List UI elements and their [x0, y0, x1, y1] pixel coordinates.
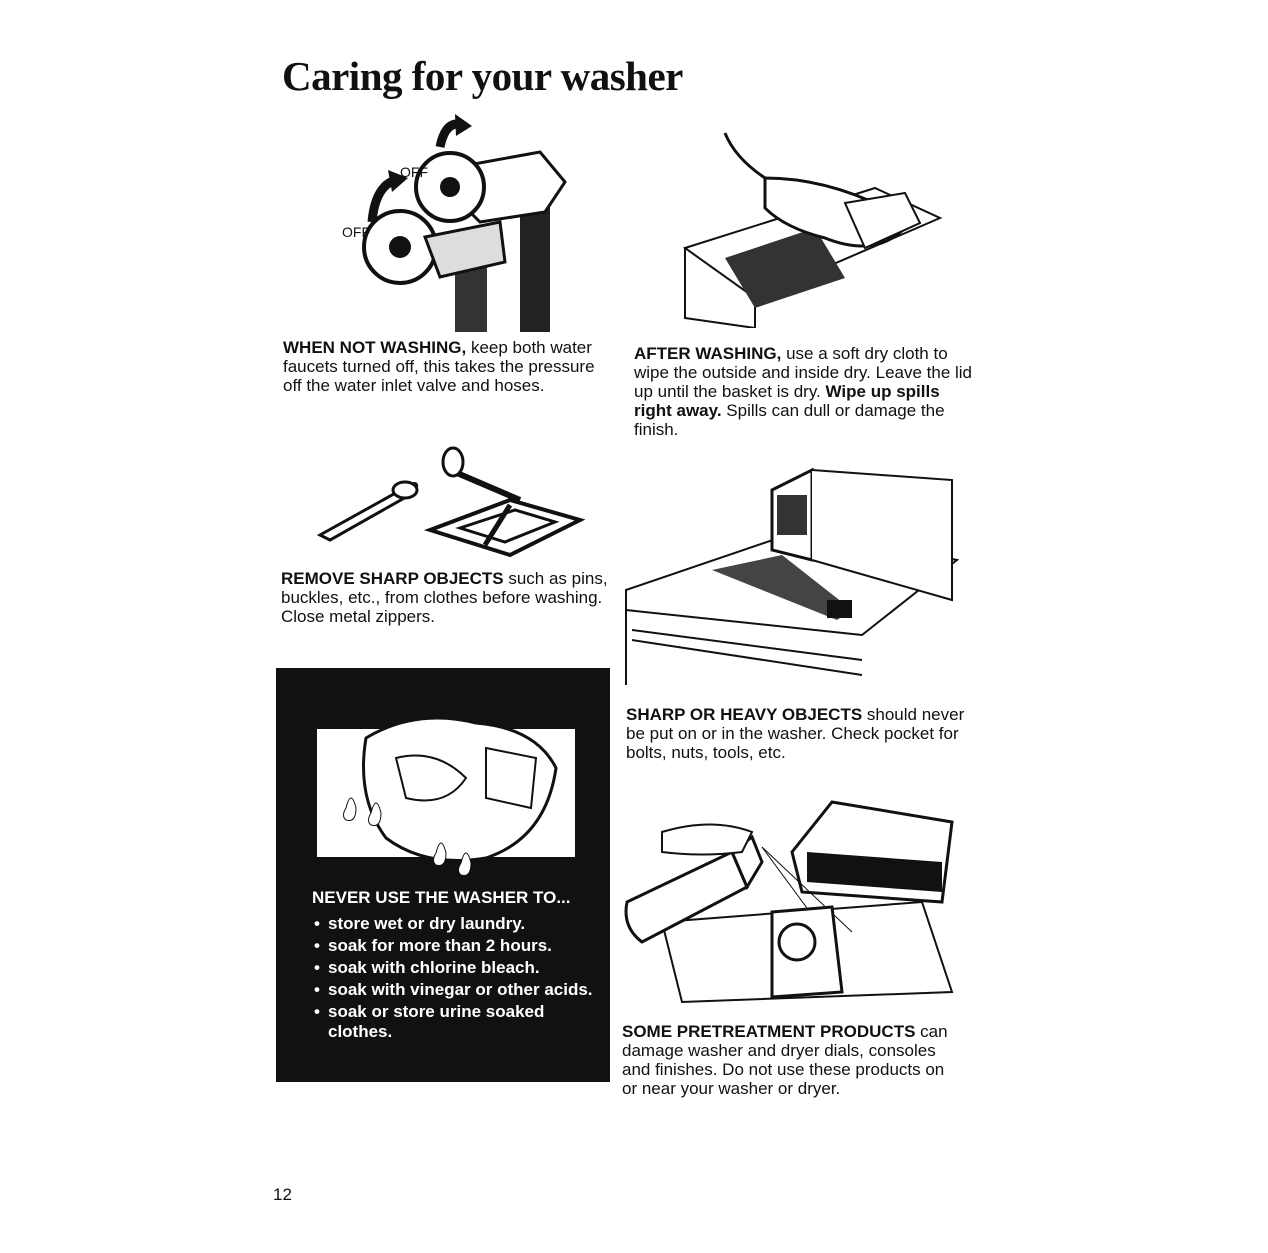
sharp-objects-heading: REMOVE SHARP OBJECTS	[281, 569, 504, 588]
wet-laundry-drawing	[296, 688, 586, 888]
page-number: 12	[273, 1185, 292, 1204]
never-use-title: NEVER USE THE WASHER TO...	[312, 888, 571, 907]
after-washing-heading: AFTER WASHING,	[634, 344, 782, 363]
page-title: Caring for your washer	[282, 53, 683, 99]
never-use-warning-box	[276, 668, 610, 1082]
never-use-text	[312, 888, 602, 1044]
off-label-bottom: OFF	[342, 224, 370, 240]
pretreatment-paragraph	[622, 1022, 958, 1098]
faucets-text: keep both water faucets turned off, this takes the pressure off the water inlet valve and hoses.	[283, 338, 595, 395]
after-washing-text2: Spills can dull or damage the finish.	[634, 401, 945, 439]
heavy-objects-drawing	[622, 460, 962, 690]
cloth-wiping-illustration	[675, 118, 945, 328]
after-washing-paragraph	[634, 344, 974, 439]
sharp-objects-paragraph	[281, 569, 611, 626]
faucet-drawing	[330, 112, 590, 332]
faucet-illustration	[330, 112, 590, 332]
sharp-objects-illustration	[310, 440, 600, 560]
heavy-objects-illustration	[622, 460, 962, 690]
heavy-objects-heading: SHARP OR HEAVY OBJECTS	[626, 705, 863, 724]
list-item: • soak for more than 2 hours.	[312, 936, 602, 956]
hand	[662, 825, 752, 855]
list-item: • store wet or dry laundry.	[312, 914, 602, 934]
sharp-objects-text: such as pins, buckles, etc., from clothes before washing. Close metal zippers.	[281, 569, 608, 626]
after-washing-text1: use a soft dry cloth to wipe the outside and inside dry. Leave the lid up until the basket is dry.	[634, 344, 973, 401]
pretreatment-heading: SOME PRETREATMENT PRODUCTS	[622, 1022, 916, 1041]
spray-illustration	[622, 792, 960, 1010]
list-item: • soak with chlorine bleach.	[312, 958, 602, 978]
spray-drawing	[622, 792, 960, 1010]
heavy-objects-paragraph	[626, 705, 966, 762]
heavy-objects-text: should never be put on or in the washer. Check pocket for bolts, nuts, tools, etc.	[626, 705, 965, 762]
list-item: • soak with vinegar or other acids.	[312, 980, 602, 1000]
after-washing-bold: Wipe up spills right away.	[634, 382, 940, 420]
faucets-heading: WHEN NOT WASHING,	[283, 338, 467, 357]
faucets-paragraph	[283, 338, 613, 395]
cloth-wiping-drawing	[675, 118, 945, 328]
list-item: • soak or store urine soaked clothes.	[312, 1002, 602, 1042]
nail	[450, 470, 520, 500]
never-use-list	[312, 914, 602, 1042]
pretreatment-text: can damage washer and dryer dials, consoles and finishes. Do not use these products on or near your washer or dryer.	[622, 1022, 948, 1098]
sharp-objects-drawing	[310, 440, 600, 560]
off-label-top: OFF	[400, 164, 428, 180]
